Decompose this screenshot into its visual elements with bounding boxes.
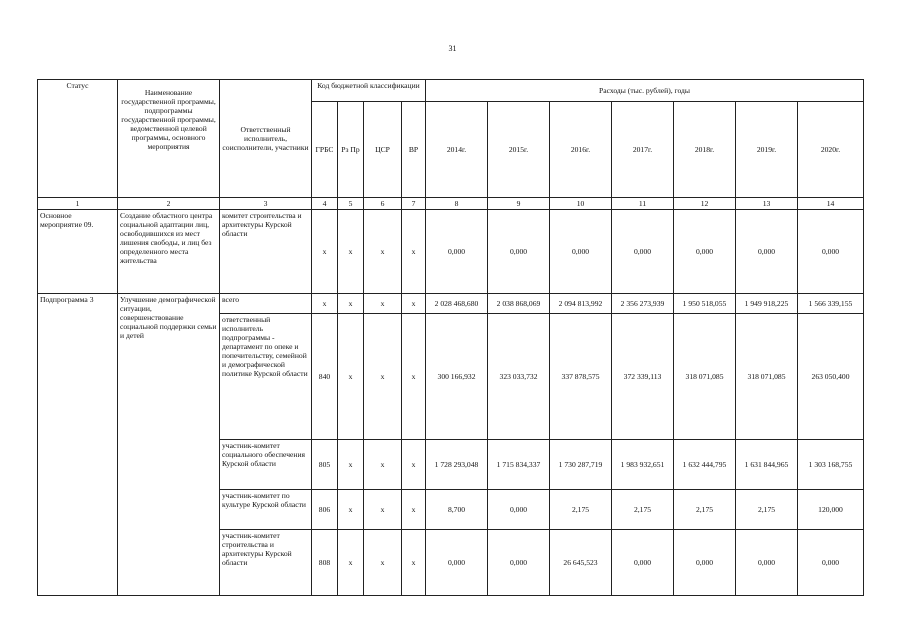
row-value: 1 566 339,155 [798,294,864,314]
row-value: 0,000 [798,210,864,294]
header-name: Наименование государственной программы, подпрограммы государственной программы, ведомственной целевой программы, основного мероприятия [118,80,220,198]
row-csr: x [364,440,402,490]
row-value: 337 878,575 [550,314,612,440]
row-value: 8,700 [426,490,488,530]
column-number-row [38,198,864,210]
row-name: Создание областного центра социальной адаптации лиц, освободившихся из мест лишения свободы, и лиц без определенного места жительства [118,210,220,294]
row-value: 2,175 [612,490,674,530]
row-grbs: x [312,210,338,294]
row-value: 318 071,085 [674,314,736,440]
column-number: 14 [798,198,864,210]
header-year: 2020г. [798,102,864,198]
row-value: 1 715 834,337 [488,440,550,490]
header-executor: Ответственный исполнитель, соисполнители, участники [220,80,312,198]
row-value: 1 949 918,225 [736,294,798,314]
row-csr: x [364,490,402,530]
row-value: 318 071,085 [736,314,798,440]
table-row [38,294,864,314]
budget-table [37,79,864,596]
row-value: 0,000 [612,210,674,294]
row-status: Основное мероприятие 09. [38,210,118,294]
row-csr: x [364,530,402,596]
row-value: 2 356 273,939 [612,294,674,314]
row-value: 2 038 868,069 [488,294,550,314]
row-value: 0,000 [674,530,736,596]
row-executor: участник-комитет строительства и архитектуры Курской области [220,530,312,596]
row-value: 1 303 168,755 [798,440,864,490]
row-grbs: 805 [312,440,338,490]
row-value: 372 339,113 [612,314,674,440]
page-number: 31 [448,44,457,53]
header-budget-code: Код бюджетной классификации [312,80,426,102]
row-rzpr: x [338,440,364,490]
table-row [38,210,864,294]
column-number: 2 [118,198,220,210]
header-year: 2016г. [550,102,612,198]
row-executor: комитет строительства и архитектуры Курской области [220,210,312,294]
header-year: 2017г. [612,102,674,198]
row-value: 0,000 [426,210,488,294]
column-number: 13 [736,198,798,210]
row-value: 0,000 [736,530,798,596]
row-executor: ответственный исполнитель подпрограммы - департамент по опеке и попечительству, семейной и демографической политике Курской области [220,314,312,440]
row-csr: x [364,210,402,294]
header-expenses: Расходы (тыс. рублей), годы [426,80,864,102]
column-number: 5 [338,198,364,210]
row-grbs: 840 [312,314,338,440]
column-number: 10 [550,198,612,210]
row-value: 1 950 518,055 [674,294,736,314]
column-number: 8 [426,198,488,210]
header-rzpr: Рз Пр [338,102,364,198]
row-csr: x [364,294,402,314]
row-grbs: x [312,294,338,314]
column-number: 11 [612,198,674,210]
header-year: 2019г. [736,102,798,198]
row-value: 1 631 844,965 [736,440,798,490]
row-value: 2 028 468,680 [426,294,488,314]
row-vr: x [402,490,426,530]
row-vr: x [402,530,426,596]
row-value: 0,000 [488,210,550,294]
row-rzpr: x [338,314,364,440]
row-executor: всего [220,294,312,314]
row-value: 2,175 [736,490,798,530]
row-vr: x [402,440,426,490]
row-value: 1 632 444,795 [674,440,736,490]
column-number: 4 [312,198,338,210]
column-number: 9 [488,198,550,210]
row-value: 0,000 [736,210,798,294]
row-value: 300 166,932 [426,314,488,440]
row-value: 0,000 [674,210,736,294]
column-number: 6 [364,198,402,210]
row-csr: x [364,314,402,440]
row-value: 0,000 [426,530,488,596]
row-value: 323 033,732 [488,314,550,440]
row-value: 120,000 [798,490,864,530]
header-status: Статус [38,80,118,198]
row-value: 263 050,400 [798,314,864,440]
row-rzpr: x [338,490,364,530]
row-value: 0,000 [550,210,612,294]
row-value: 1 728 293,048 [426,440,488,490]
header-year: 2014г. [426,102,488,198]
row-rzpr: x [338,294,364,314]
row-value: 0,000 [612,530,674,596]
row-value: 2,175 [550,490,612,530]
row-value: 26 645,523 [550,530,612,596]
row-vr: x [402,294,426,314]
row-value: 2,175 [674,490,736,530]
header-vr: ВР [402,102,426,198]
row-vr: x [402,210,426,294]
row-grbs: 808 [312,530,338,596]
row-status: Подпрограмма 3 [38,294,118,596]
column-number: 12 [674,198,736,210]
row-name: Улучшение демографической ситуации, совершенствование социальной поддержки семьи и детей [118,294,220,596]
column-number: 3 [220,198,312,210]
row-rzpr: x [338,530,364,596]
row-value: 0,000 [488,530,550,596]
column-number: 7 [402,198,426,210]
header-grbs: ГРБС [312,102,338,198]
header-year: 2018г. [674,102,736,198]
header-year: 2015г. [488,102,550,198]
row-value: 1 730 287,719 [550,440,612,490]
row-value: 2 094 813,992 [550,294,612,314]
column-number: 1 [38,198,118,210]
row-executor: участник-комитет по культуре Курской области [220,490,312,530]
row-executor: участник-комитет социального обеспечения Курской области [220,440,312,490]
row-vr: x [402,314,426,440]
header-csr: ЦСР [364,102,402,198]
row-rzpr: x [338,210,364,294]
row-value: 0,000 [488,490,550,530]
row-grbs: 806 [312,490,338,530]
row-value: 0,000 [798,530,864,596]
row-value: 1 983 932,651 [612,440,674,490]
